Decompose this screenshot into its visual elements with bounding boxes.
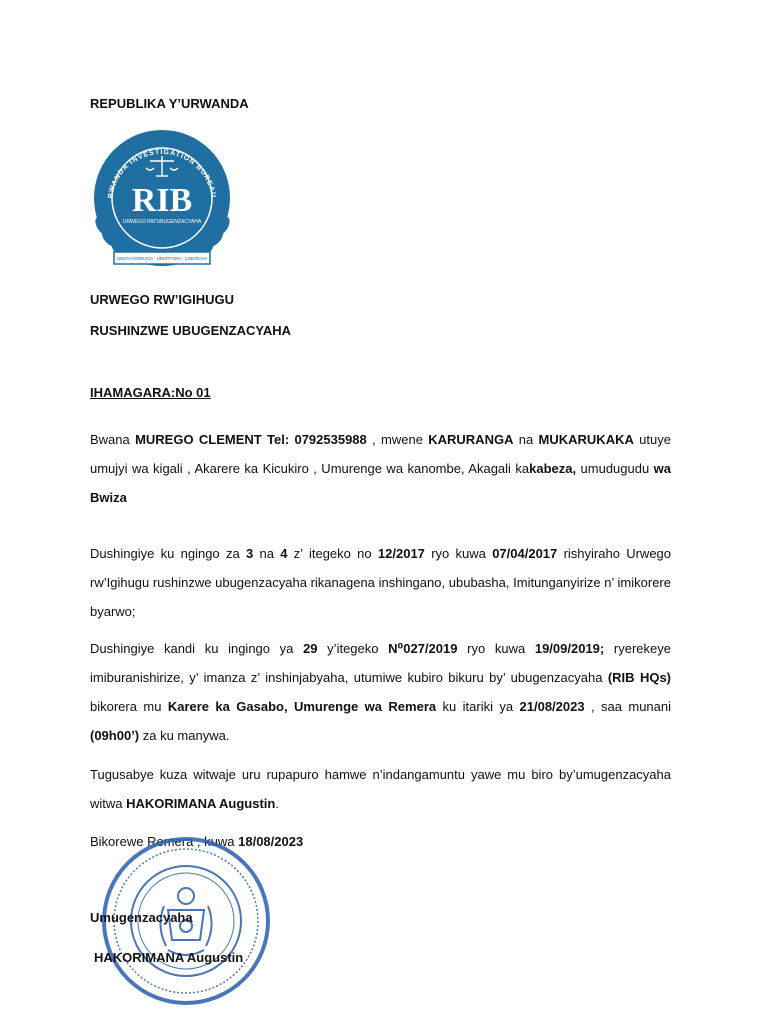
mother-name: MUKARUKAKA — [538, 432, 634, 447]
summons-time: (09h00’) — [90, 728, 140, 743]
summons-location: Karere ka Gasabo, Umurenge wa Remera — [167, 699, 437, 714]
logo-initials: RIB — [131, 182, 193, 219]
issue-date: 18/08/2023 — [238, 834, 304, 849]
done-at-line: Bikorewe Remera , kuwa 18/08/2023 — [90, 834, 304, 849]
cell-name: kabeza, — [529, 461, 577, 476]
signatory-name: HAKORIMANA Augustin — [94, 950, 244, 965]
org-line-1: URWEGO RW’IGIHUGU — [90, 292, 234, 307]
org-line-2: RUSHINZWE UBUGENZACYAHA — [90, 323, 292, 338]
office-name: (RIB HQs) — [607, 670, 672, 685]
addressee-name: MUREGO CLEMENT — [135, 432, 262, 447]
law-number: 12/2017 — [377, 546, 425, 561]
law-date-2: 19/09/2019; — [534, 641, 605, 656]
logo-subtitle: URWEGO RW’UBUGENZACYAHA — [122, 219, 202, 225]
rib-logo — [90, 126, 235, 276]
signatory-role: Umugenzacyaha — [90, 910, 193, 925]
document-title: IHAMAGARA:No 01 — [90, 385, 211, 400]
summons-paragraph: Dushingiye kandi ku ingingo ya 29 y’itegeko N⁰027/2019 ryo kuwa 19/09/2019; ryerekeye imiburanishirize, y’ imanza z’ inshinjabyaha, utumiwe kubiro bikuru by’ ubugenzacyaha (RIB HQs) bikorera mu Karere ka Gasabo, Umurenge wa Remera ku itariki ya 21/08/2023 , saa munani (09h00’) za ku manywa. — [90, 641, 672, 743]
country-heading: REPUBLIKA Y’URWANDA — [90, 96, 249, 111]
officer-name: HAKORIMANA Augustin — [126, 796, 276, 811]
addressee-tel: Tel: 0792535988 — [267, 432, 367, 447]
legal-basis-paragraph-1: Dushingiye ku ngingo za 3 na 4 z’ itegeko no 12/2017 ryo kuwa 07/04/2017 rishyiraho Urwego rw’Igihugu rushinzwe ubugenzacyaha rikanagena inshingano, ububasha, Imitunganyirize n’ imikorere byarwo; — [90, 546, 672, 619]
law-number-2: N⁰027/2019 — [388, 641, 458, 656]
summons-date: 21/08/2023 — [519, 699, 585, 714]
logo-motto: UBUNYAMWUGA · UBUPFURA · UMURAVA — [116, 256, 208, 261]
village-name: wa Bwiza — [90, 461, 671, 505]
father-name: KARURANGA — [428, 432, 514, 447]
addressee-paragraph: Bwana MUREGO CLEMENT Tel: 0792535988 , mwene KARURANGA na MUKARUKAKA utuye umujyi wa kigali , Akarere ka Kicukiro , Umurenge wa kanombe, Akagali kakabeza, umudugudu wa Bwiza — [90, 432, 671, 505]
instructions-paragraph: Tugusabye kuza witwaje uru rupapuro hamwe n’indangamuntu yawe mu biro by’umugenzacyaha witwa HAKORIMANA Augustin. — [90, 767, 671, 811]
law-date: 07/04/2017 — [492, 546, 558, 561]
logo-ring-text: RWANDA INVESTIGATION BUREAU — [107, 148, 217, 199]
